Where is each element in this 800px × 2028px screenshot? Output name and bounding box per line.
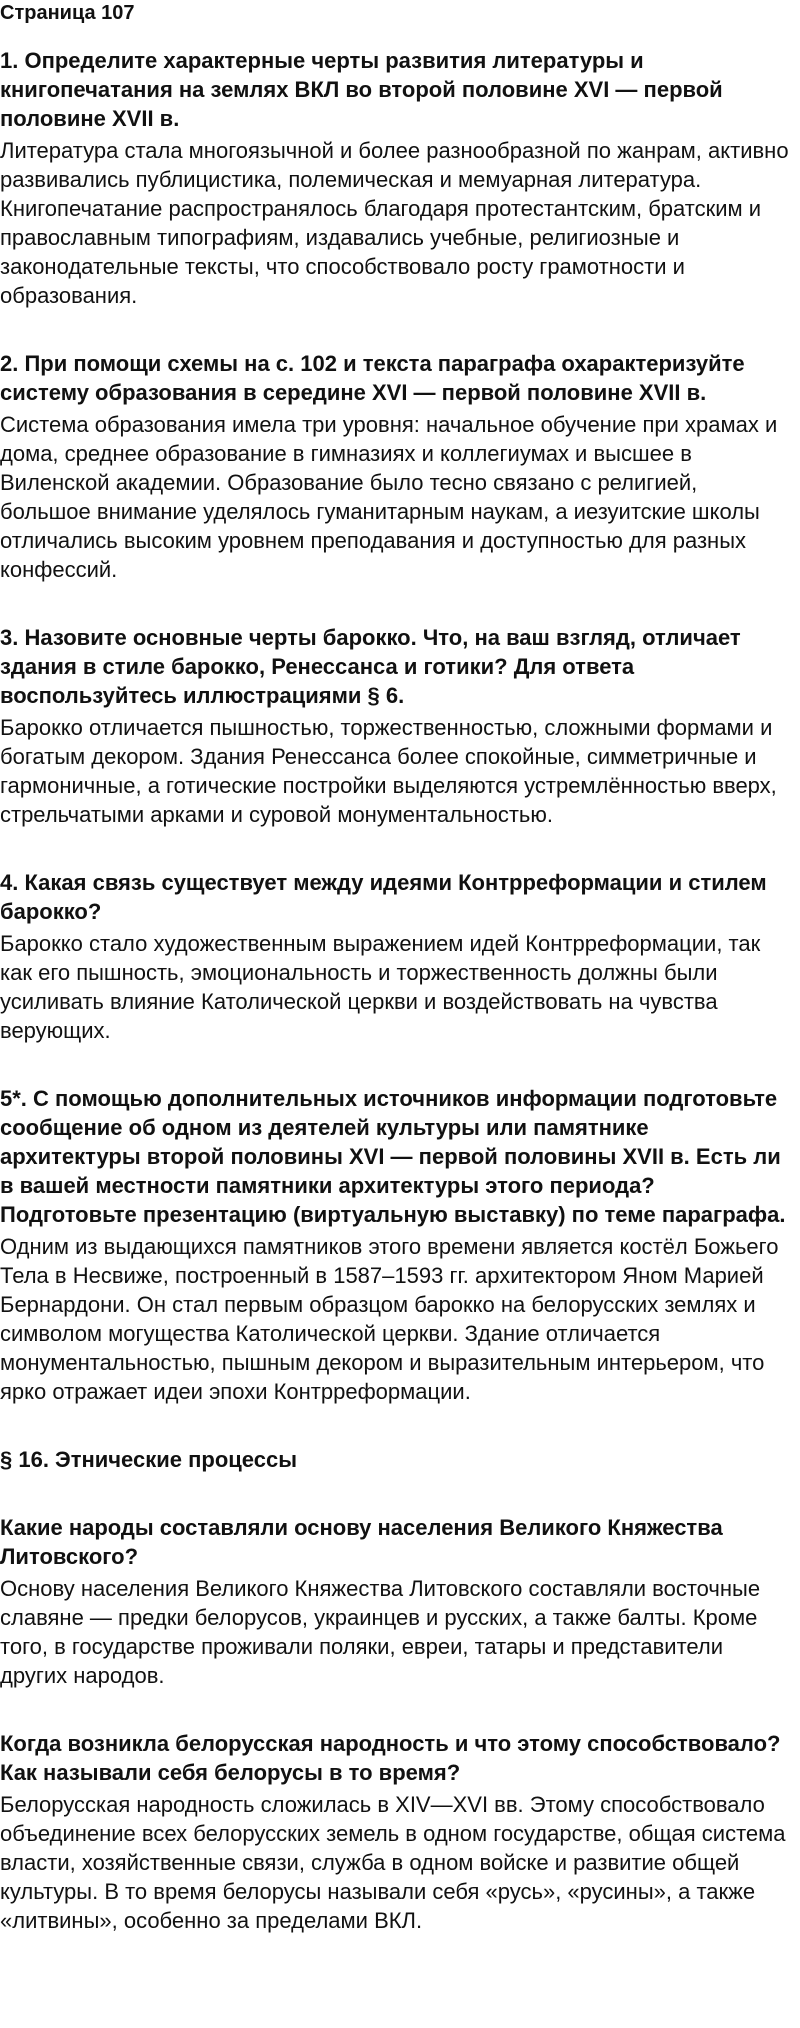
section-answer-2: Белорусская народность сложилась в XIV—XVI вв. Этому способствовало объединение всех белорусских земель в одном государстве, общая система власти, хозяйственные связи, служба в одном войске и развитие общей культуры. В то время белорусы называли себя «русь», «русины», а также «литвины», особенно за пределами ВКЛ.: [0, 1792, 786, 1933]
question-2: 2. При помощи схемы на с. 102 и текста параграфа охарактеризуйте систему образования в середине XVI — первой половине XVII в.: [0, 351, 745, 405]
question-5: 5*. С помощью дополнительных источников информации подготовьте сообщение об одном из деятелей культуры или памятнике архитектуры второй половины XVI — первой половины XVII в. Есть ли в вашей местности памятники архитектуры этого периода? Подготовьте презентацию (виртуальную выставку) по теме параграфа.: [0, 1086, 786, 1227]
page-label: Страница 107: [0, 2, 135, 24]
question-3: 3. Назовите основные черты барокко. Что, на ваш взгляд, отличает здания в стиле барокко, Ренессанса и готики? Для ответа воспользуйтесь иллюстрациями § 6.: [0, 625, 741, 708]
answer-3: Барокко отличается пышностью, торжественностью, сложными формами и богатым декором. Здания Ренессанса более спокойные, симметричные и гармоничные, а готические постройки выделяются устремлённостью вверх, стрельчатыми арками и суровой монументальностью.: [0, 715, 777, 827]
qa-block-1: [0, 46, 790, 310]
qa-block-2: [0, 349, 790, 584]
qa-block-3: [0, 623, 790, 829]
section-answer-1: Основу населения Великого Княжества Литовского составляли восточные славяне — предки белорусов, украинцев и русских, а также балты. Кроме того, в государстве проживали поляки, евреи, татары и представители других народов.: [0, 1576, 761, 1688]
section-title: § 16. Этнические процессы: [0, 1447, 298, 1472]
section-question-1: Какие народы составляли основу населения Великого Княжества Литовского?: [0, 1515, 723, 1569]
answer-2: Система образования имела три уровня: начальное обучение при храмах и дома, среднее образование в гимназиях и коллегиумах и высшее в Виленской академии. Образование было тесно связано с религией, большое внимание уделялось гуманитарным наукам, а иезуитские школы отличались высоким уровнем преподавания и доступностью для разных конфессий.: [0, 412, 778, 582]
section-qa-block-2: [0, 1729, 790, 1935]
question-1: 1. Определите характерные черты развития литературы и книгопечатания на землях ВКЛ во второй половине XVI — первой половине XVII в.: [0, 48, 723, 131]
answer-4: Барокко стало художественным выражением идей Контрреформации, так как его пышность, эмоциональность и торжественность должны были усиливать влияние Католической церкви и воздействовать на чувства верующих.: [0, 931, 761, 1043]
qa-block-5: [0, 1084, 790, 1406]
answer-1: Литература стала многоязычной и более разнообразной по жанрам, активно развивались публицистика, полемическая и мемуарная литература. Книгопечатание распространялось благодаря протестантским, братским и православным типографиям, издавались учебные, религиозные и законодательные тексты, что способствовало росту грамотности и образования.: [0, 138, 789, 308]
section-qa-block-1: [0, 1513, 790, 1690]
question-4: 4. Какая связь существует между идеями Контрреформации и стилем барокко?: [0, 870, 767, 924]
section-question-2: Когда возникла белорусская народность и что этому способствовало? Как называли себя белорусы в то время?: [0, 1731, 781, 1785]
qa-block-4: [0, 868, 790, 1045]
answer-5: Одним из выдающихся памятников этого времени является костёл Божьего Тела в Несвиже, построенный в 1587–1593 гг. архитектором Яном Марией Бернардони. Он стал первым образцом барокко на белорусских землях и символом могущества Католической церкви. Здание отличается монументальностью, пышным декором и выразительным интерьером, что ярко отражает идеи эпохи Контрреформации.: [0, 1234, 779, 1404]
